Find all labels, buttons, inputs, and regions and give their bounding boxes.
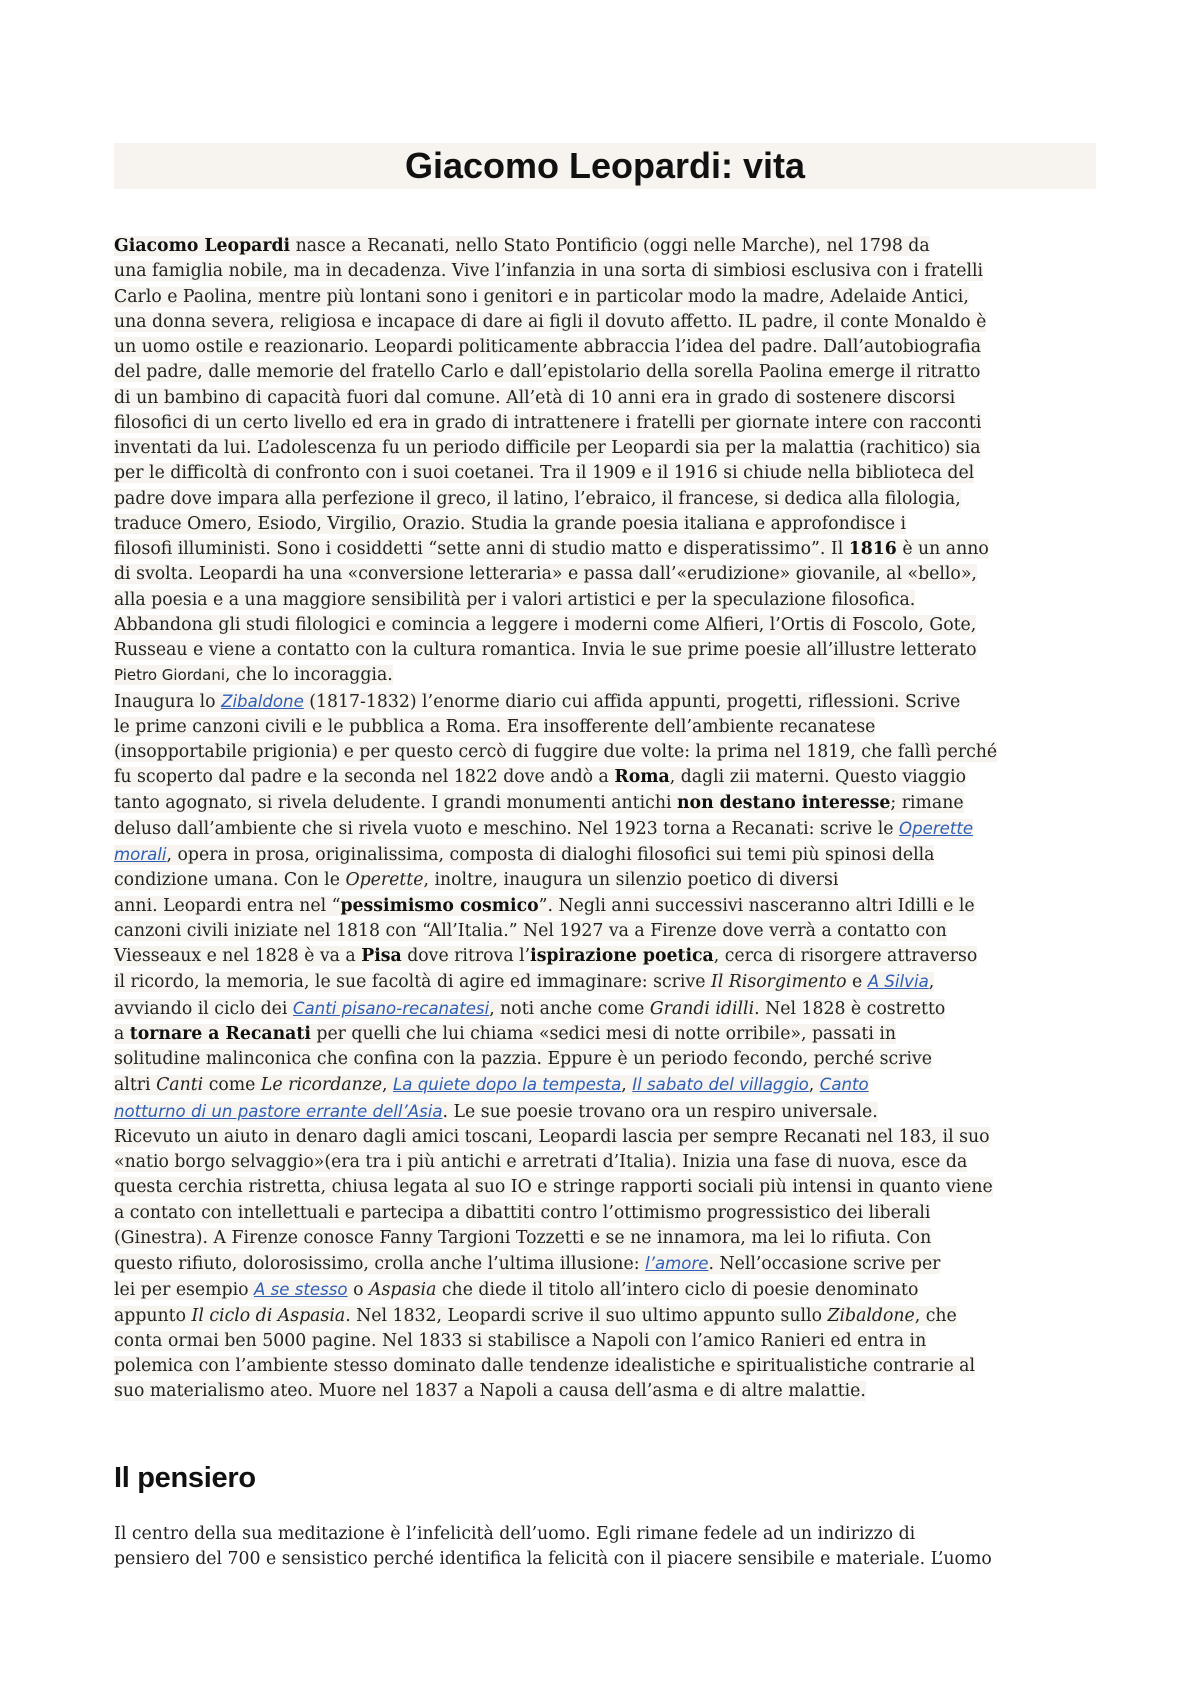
- text-run: «natio borgo selvaggio»(era tra i più antichi e arretrati d’Italia). Inizia una fase di nuova, esce da: [114, 1152, 968, 1172]
- text-run: a: [114, 1023, 130, 1044]
- italic-title: Operette: [345, 870, 424, 891]
- text-line: [114, 487, 1104, 512]
- line-content: [114, 1049, 932, 1069]
- text-run: filosofici di un certo livello ed era in grado di intrattenere i fratelli per giornate intere con racconti: [114, 412, 982, 433]
- text-run: . Nel 1832, Leopardi scrive il suo ultimo appunto sullo: [345, 1305, 828, 1326]
- line-content: [114, 1280, 918, 1300]
- line-content: [114, 999, 945, 1019]
- text-run: ,: [621, 1075, 633, 1096]
- text-line: [114, 512, 1104, 537]
- text-line: [114, 1226, 1104, 1251]
- line-content: [114, 870, 838, 890]
- text-run: ,: [808, 1075, 820, 1096]
- line-content: [114, 564, 977, 584]
- text-line: [114, 1277, 1104, 1303]
- line-content: [114, 463, 974, 483]
- text-line: [114, 715, 1104, 740]
- bold-text: Roma: [614, 767, 670, 788]
- text-run: ,: [382, 1075, 394, 1096]
- text-line: [114, 588, 1104, 613]
- bold-text: tornare a Recanati: [129, 1023, 311, 1044]
- text-run: tanto agognato, si rivela deludente. I grandi monumenti antichi: [114, 792, 677, 813]
- text-line: [114, 562, 1104, 587]
- text-run: che diede il titolo all’intero ciclo di poesie denominato: [436, 1280, 919, 1301]
- italic-title: Il Risorgimento: [710, 972, 847, 993]
- text-line: [114, 360, 1104, 385]
- line-content: [114, 362, 980, 382]
- text-link[interactable]: Canti pisano-recanatesi: [292, 998, 490, 1018]
- text-run: condizione umana. Con le: [114, 870, 346, 891]
- line-content: [114, 1203, 930, 1223]
- text-run: alla poesia e a una maggiore sensibilità per i valori artistici e per la speculazione filosofica.: [114, 589, 916, 610]
- text-run: Pietro Giordani: [114, 666, 226, 685]
- text-link[interactable]: Il sabato del villaggio: [632, 1075, 809, 1095]
- text-run: del padre, dalle memorie del fratello Carlo e dall’epistolario della sorella Paolina emerge il ritratto: [114, 362, 981, 383]
- biography-paragraph: [114, 234, 1104, 1405]
- line-content: [114, 438, 981, 458]
- text-link[interactable]: Operette: [899, 818, 974, 838]
- text-line: [114, 386, 1104, 411]
- text-link[interactable]: A se stesso: [254, 1280, 348, 1300]
- line-content: [114, 640, 977, 660]
- text-line: [114, 868, 1104, 893]
- line-content: [114, 767, 966, 787]
- line-content: [114, 819, 973, 839]
- text-run: , inoltre, inaugura un silenzio poetico di diversi: [423, 870, 839, 891]
- text-run: ,: [928, 972, 935, 993]
- text-run: filosofi illuministi. Sono i cosiddetti “sette anni di studio matto e disperatissimo”. Il: [114, 539, 849, 559]
- text-run: per le difficoltà di confronto con i suoi coetanei. Tra il 1909 e il 1916 si chiude nella biblioteca del: [114, 463, 975, 484]
- pensiero-paragraph: [114, 1522, 1104, 1573]
- italic-title: Le ricordanze: [260, 1075, 383, 1096]
- text-run: Il centro della sua meditazione è l’infelicità dell’uomo. Egli rimane fedele ad un indirizzo di: [114, 1524, 916, 1544]
- text-run: , dagli zii materni. Questo viaggio: [669, 767, 966, 788]
- italic-title: Zibaldone: [827, 1305, 915, 1326]
- line-content: [114, 946, 977, 966]
- text-line: [114, 765, 1104, 790]
- text-run: appunto: [114, 1305, 192, 1326]
- text-link[interactable]: Zibaldone: [221, 691, 304, 711]
- text-line: [114, 919, 1104, 944]
- bold-text: 1816: [848, 539, 897, 559]
- text-run: , noti anche come: [489, 998, 650, 1019]
- text-run: una famiglia nobile, ma in decadenza. Vive l’infanzia in una sorta di simbiosi esclusiva con i fratelli: [114, 261, 984, 282]
- text-run: . Le sue poesie trovano ora un respiro universale.: [442, 1101, 878, 1122]
- text-link[interactable]: notturno di un pastore errante dell’Asia: [114, 1101, 443, 1121]
- text-line: [114, 310, 1104, 335]
- line-content: [114, 692, 960, 712]
- text-run: canzoni civili iniziate nel 1818 con “All’Italia.” Nel 1927 va a Firenze dove verrà a contatto con: [114, 920, 947, 941]
- text-line: [114, 234, 1104, 259]
- text-run: traduce Omero, Esiodo, Virgilio, Orazio. Studia la grande poesia italiana e approfondisce i: [114, 513, 907, 534]
- text-run: (Ginestra). A Firenze conosce Fanny Targioni Tozzetti e se ne innamora, ma lei lo rifiuta. Con: [114, 1227, 932, 1248]
- text-run: deluso dall’ambiente che si rivela vuoto e meschino. Nel 1923 torna a Recanati: scrive le: [114, 818, 900, 839]
- text-run: e: [846, 972, 868, 993]
- text-run: Inaugura lo: [114, 691, 222, 712]
- text-line: [114, 894, 1104, 919]
- line-content: [114, 845, 934, 865]
- text-line: [114, 613, 1104, 638]
- text-run: , che lo incoraggia.: [225, 665, 393, 686]
- italic-title: Grandi idilli: [649, 998, 755, 1019]
- text-run: (insopportabile prigionia) e per questo cercò di fuggire due volte: la prima nel 1819, che fallì perché: [114, 742, 998, 762]
- text-link[interactable]: A Silvia: [867, 972, 929, 992]
- line-content: [114, 337, 981, 357]
- bold-text: non destano interesse: [676, 792, 891, 813]
- text-run: un uomo ostile e reazionario. Leopardi politicamente abbraccia l’idea del padre. Dall’autobiografia: [114, 337, 982, 357]
- text-line: [114, 842, 1104, 868]
- text-run: come: [203, 1075, 261, 1096]
- text-run: Abbandona gli studi filologici e comincia a leggere i moderni come Alfieri, l’Ortis di Foscolo, Gote,: [114, 614, 977, 635]
- text-link[interactable]: La quiete dopo la tempesta: [393, 1075, 622, 1095]
- text-line: [114, 259, 1104, 284]
- line-content: [114, 1075, 869, 1095]
- text-run: solitudine malinconica che confina con la pazzia. Eppure è un periodo fecondo, perché scrive: [114, 1049, 932, 1069]
- text-line: [114, 1099, 1104, 1125]
- text-line: [114, 1175, 1104, 1200]
- text-line: [114, 1522, 1104, 1547]
- bold-text: ispirazione poetica: [530, 946, 714, 966]
- text-run: , opera in prosa, originalissima, composta di dialoghi filosofici sui temi più spinosi della: [166, 845, 935, 865]
- text-line: [114, 689, 1104, 715]
- text-run: Viesseaux e nel 1828 è va a: [114, 946, 362, 966]
- text-line: [114, 1251, 1104, 1277]
- text-run: lei per esempio: [114, 1280, 255, 1301]
- line-content: [114, 489, 961, 509]
- page-title: Giacomo Leopardi: vita: [404, 145, 806, 186]
- text-line: [114, 436, 1104, 461]
- text-run: polemica con l’ambiente stesso dominato dalle tendenze idealistiche e spiritualistiche contrarie al: [114, 1356, 976, 1376]
- line-content: [114, 1549, 992, 1569]
- text-link[interactable]: morali: [114, 845, 167, 864]
- line-content: [114, 539, 989, 559]
- text-run: fu scoperto dal padre e la seconda nel 1822 dove andò a: [114, 767, 615, 788]
- line-content: [114, 717, 875, 737]
- line-content: [114, 1356, 975, 1376]
- line-content: [114, 1177, 993, 1197]
- text-run: avviando il ciclo dei: [114, 998, 293, 1019]
- line-content: [114, 742, 997, 762]
- text-line: [114, 1329, 1104, 1354]
- text-line: [114, 461, 1104, 486]
- text-run: è un anno: [896, 539, 989, 559]
- line-content: [114, 514, 906, 534]
- line-content: [114, 1306, 957, 1326]
- text-run: , cerca di risorgere attraverso: [713, 946, 978, 966]
- text-line: [114, 996, 1104, 1022]
- text-line: [114, 1047, 1104, 1072]
- line-content: [114, 312, 986, 332]
- text-link[interactable]: Canto: [819, 1075, 869, 1095]
- text-line: [114, 411, 1104, 436]
- text-line: [114, 285, 1104, 310]
- bold-text: Pisa: [361, 946, 402, 966]
- text-line: [114, 638, 1104, 663]
- line-content: [114, 1381, 866, 1401]
- line-content: [114, 1331, 926, 1351]
- line-content: [114, 413, 981, 433]
- line-content: [114, 1127, 990, 1147]
- text-line: [114, 1125, 1104, 1150]
- text-line: [114, 1072, 1104, 1098]
- line-content: [114, 665, 393, 685]
- text-line: [114, 791, 1104, 816]
- text-run: ; rimane: [890, 792, 964, 813]
- text-run: . Nell’occasione scrive per: [708, 1254, 941, 1274]
- line-content: [114, 615, 976, 635]
- text-run: o: [347, 1280, 369, 1301]
- text-run: conta ormai ben 5000 pagine. Nel 1833 si stabilisce a Napoli con l’amico Ranieri ed entra in: [114, 1330, 927, 1351]
- line-content: [114, 287, 969, 307]
- text-run: inventati da lui. L’adolescenza fu un periodo difficile per Leopardi sia per la malattia (rachitico) sia: [114, 438, 981, 458]
- text-run: Carlo e Paolina, mentre più lontani sono i genitori e in particolar modo la madre, Adelaide Antici,: [114, 286, 969, 307]
- italic-title: Il ciclo di Aspasia: [191, 1305, 346, 1326]
- text-run: Ricevuto un aiuto in denaro dagli amici toscani, Leopardi lascia per sempre Recanati nel 183, il suo: [114, 1126, 990, 1147]
- text-run: anni. Leopardi entra nel “: [114, 895, 341, 916]
- text-line: [114, 663, 1104, 688]
- italic-title: Aspasia: [368, 1280, 437, 1301]
- text-run: (1817-1832) l’enorme diario cui affida appunti, progetti, riflessioni. Scrive: [303, 691, 961, 712]
- text-run: suo materialismo ateo. Muore nel 1837 a Napoli a causa dell’asma e di altre malattie.: [114, 1381, 866, 1402]
- line-content: [114, 1152, 967, 1172]
- text-run: ”. Negli anni successivi nasceranno altri Idilli e le: [538, 895, 975, 916]
- italic-title: Canti: [156, 1075, 204, 1096]
- line-content: [114, 590, 915, 610]
- text-run: per quelli che lui chiama «sedici mesi di notte orribile», passati in: [310, 1023, 897, 1044]
- line-content: [114, 1024, 896, 1044]
- bold-text: Giacomo Leopardi: [114, 236, 291, 256]
- text-run: di un bambino di capacità fuori dal comune. All’età di 10 anni era in grado di sostenere discorsi: [114, 387, 956, 408]
- text-line: [114, 1201, 1104, 1226]
- text-run: . Nel 1828 è costretto: [754, 998, 946, 1019]
- text-run: , che: [914, 1305, 957, 1326]
- text-run: padre dove impara alla perfezione il greco, il latino, l’ebraico, il francese, si dedica alla filologia,: [114, 488, 961, 509]
- line-content: [114, 1524, 915, 1544]
- text-line: [114, 537, 1104, 562]
- text-link[interactable]: l’amore: [645, 1254, 709, 1273]
- text-line: [114, 1379, 1104, 1404]
- text-line: [114, 816, 1104, 842]
- text-line: [114, 1547, 1104, 1572]
- text-line: [114, 335, 1104, 360]
- line-content: [114, 236, 930, 256]
- line-content: [114, 921, 947, 941]
- line-content: [114, 261, 983, 281]
- text-run: le prime canzoni civili e le pubblica a Roma. Era insofferente dell’ambiente recanatese: [114, 716, 876, 737]
- line-content: [114, 1228, 931, 1248]
- text-run: questa cerchia ristretta, chiusa legata al suo IO e stringe rapporti sociali più intensi in quanto viene: [114, 1177, 993, 1198]
- text-line: [114, 1022, 1104, 1047]
- text-run: altri: [114, 1075, 157, 1096]
- line-content: [114, 1254, 940, 1274]
- line-content: [114, 388, 955, 408]
- text-line: [114, 969, 1104, 995]
- text-run: Russeau e viene a contatto con la cultura romantica. Invia le sue prime poesie all’illustre letterato: [114, 640, 977, 660]
- line-content: [114, 793, 964, 813]
- text-run: una donna severa, religiosa e incapace di dare ai figli il dovuto affetto. IL padre, il conte Monaldo è: [114, 311, 987, 332]
- text-line: [114, 944, 1104, 969]
- line-content: [114, 896, 975, 916]
- line-content: [114, 972, 934, 992]
- text-run: a contato con intellettuali e partecipa a dibattiti contro l’ottimismo progressistico dei liberali: [114, 1202, 931, 1223]
- text-line: [114, 1354, 1104, 1379]
- text-run: dove ritrova l’: [401, 946, 531, 966]
- text-line: [114, 740, 1104, 765]
- line-content: [114, 1102, 878, 1122]
- bold-text: pessimismo cosmico: [340, 895, 539, 916]
- text-run: il ricordo, la memoria, le sue facoltà di agire ed immaginare: scrive: [114, 972, 711, 993]
- text-run: questo rifiuto, dolorosissimo, crolla anche l’ultima illusione:: [114, 1254, 646, 1274]
- text-run: nasce a Recanati, nello Stato Pontificio (oggi nelle Marche), nel 1798 da: [290, 236, 930, 256]
- text-line: [114, 1150, 1104, 1175]
- text-run: di svolta. Leopardi ha una «conversione letteraria» e passa dall’«erudizione» giovanile, al «bello»,: [114, 564, 977, 585]
- text-line: [114, 1304, 1104, 1329]
- section-heading-pensiero: Il pensiero: [114, 1462, 256, 1494]
- text-run: pensiero del 700 e sensistico perché identifica la felicità con il piacere sensibile e materiale. L’uomo: [114, 1549, 992, 1570]
